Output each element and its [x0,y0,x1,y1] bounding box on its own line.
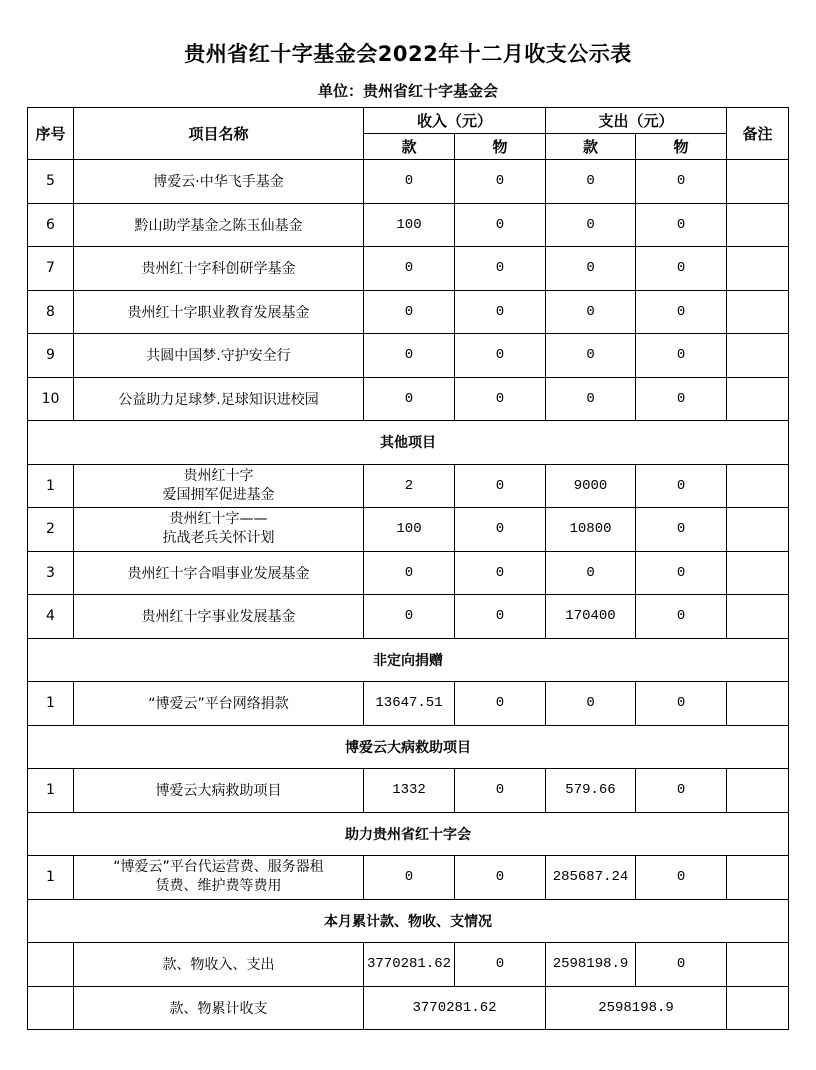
cell-note [727,943,789,987]
cell-name: 黔山助学基金之陈玉仙基金 [74,203,364,247]
cell-seq: 4 [28,595,74,639]
table-row [28,464,789,508]
cell-income-kuan: 3770281.62 [364,943,455,987]
cell-income-kuan: 1332 [364,769,455,813]
cell-expense-wu: 0 [636,464,727,508]
cell-expense-kuan: 0 [546,551,636,595]
cell-expense-wu: 0 [636,160,727,204]
cell-expense-kuan: 9000 [546,464,636,508]
cell-seq: 1 [28,856,74,900]
cell-note [727,682,789,726]
cell-name: 贵州红十字职业教育发展基金 [74,290,364,334]
cell-cumulative-expense: 2598198.9 [546,986,727,1030]
section-row [28,812,789,856]
cell-seq: 9 [28,334,74,378]
header-expense: 支出（元） [546,108,727,134]
cell-note [727,203,789,247]
cell-note [727,508,789,552]
section-title-total: 本月累计款、物收、支情况 [28,899,789,943]
cell-name: 共圆中国梦.守护安全行 [74,334,364,378]
cell-seq: 1 [28,769,74,813]
cell-note [727,769,789,813]
cell-name: 博爱云大病救助项目 [74,769,364,813]
cell-expense-wu: 0 [636,682,727,726]
cell-seq: 7 [28,247,74,291]
header-seq: 序号 [28,108,74,160]
cell-note [727,247,789,291]
cell-expense-wu: 0 [636,290,727,334]
cell-income-kuan: 0 [364,334,455,378]
cell-expense-wu: 0 [636,508,727,552]
cell-note [727,856,789,900]
table-row [28,595,789,639]
cell-expense-kuan: 0 [546,290,636,334]
table-row [28,247,789,291]
cell-expense-kuan: 0 [546,160,636,204]
cell-expense-kuan: 2598198.9 [546,943,636,987]
cell-income-wu: 0 [455,290,546,334]
cell-expense-kuan: 0 [546,682,636,726]
cell-expense-wu: 0 [636,769,727,813]
cell-expense-kuan: 0 [546,377,636,421]
cell-income-kuan: 0 [364,247,455,291]
table-row [28,377,789,421]
section-row [28,421,789,465]
cell-expense-wu: 0 [636,247,727,291]
cell-note [727,160,789,204]
cell-seq [28,986,74,1030]
cell-seq: 6 [28,203,74,247]
cell-name-line1: 贵州红十字 [183,467,254,484]
cell-income-kuan: 100 [364,203,455,247]
table-row [28,856,789,900]
header-income-wu: 物 [455,134,546,160]
cell-name-line2: 抗战老兵关怀计划 [162,530,275,547]
cell-expense-wu: 0 [636,943,727,987]
header-expense-wu: 物 [636,134,727,160]
cell-expense-wu: 0 [636,595,727,639]
cell-name: 公益助力足球梦.足球知识进校园 [74,377,364,421]
section-title-support: 助力贵州省红十字会 [28,812,789,856]
cell-income-wu: 0 [455,377,546,421]
cell-name [74,508,364,552]
cell-seq: 10 [28,377,74,421]
table-row [28,203,789,247]
cell-income-kuan: 0 [364,160,455,204]
cell-note [727,595,789,639]
cell-expense-kuan: 0 [546,334,636,378]
unit-label: 单位：贵州省红十字基金会 [317,82,498,100]
cell-note [727,464,789,508]
header-expense-kuan: 款 [546,134,636,160]
cell-name: 款、物累计收支 [74,986,364,1030]
cell-name: 贵州红十字科创研学基金 [74,247,364,291]
section-row [28,638,789,682]
cell-name-line2: 爱国拥军促进基金 [162,486,275,503]
cell-income-wu: 0 [455,508,546,552]
cell-expense-wu: 0 [636,203,727,247]
cell-income-wu: 0 [455,769,546,813]
cell-seq: 5 [28,160,74,204]
cell-expense-wu: 0 [636,551,727,595]
cell-cumulative-income: 3770281.62 [364,986,546,1030]
section-title-nondirected: 非定向捐赠 [28,638,789,682]
header-name: 项目名称 [74,108,364,160]
cell-income-wu: 0 [455,551,546,595]
cell-expense-kuan: 0 [546,247,636,291]
cell-seq: 1 [28,682,74,726]
cell-note [727,986,789,1030]
cell-name [74,856,364,900]
table-row [28,682,789,726]
cell-name: 博爱云·中华飞手基金 [74,160,364,204]
table-row [28,943,789,987]
cell-income-kuan: 0 [364,290,455,334]
cell-note [727,290,789,334]
section-row [28,725,789,769]
cell-seq [28,943,74,987]
cell-name: 款、物收入、支出 [74,943,364,987]
cell-name-line1: 贵州红十字—— [169,511,268,528]
table-row [28,334,789,378]
cell-note [727,377,789,421]
cell-expense-kuan: 579.66 [546,769,636,813]
cell-name [74,464,364,508]
cell-note [727,334,789,378]
cell-name: 贵州红十字事业发展基金 [74,595,364,639]
cell-income-wu: 0 [455,203,546,247]
cell-seq: 1 [28,464,74,508]
section-title-illness: 博爱云大病救助项目 [28,725,789,769]
cell-income-wu: 0 [455,943,546,987]
header-note: 备注 [727,108,789,160]
finance-table [27,107,789,1030]
cell-seq: 3 [28,551,74,595]
cell-income-kuan: 13647.51 [364,682,455,726]
cell-note [727,551,789,595]
table-row [28,290,789,334]
cell-expense-kuan: 285687.24 [546,856,636,900]
table-row [28,160,789,204]
cell-income-kuan: 0 [364,856,455,900]
cell-income-kuan: 2 [364,464,455,508]
table-row [28,551,789,595]
table-row [28,769,789,813]
cell-income-wu: 0 [455,160,546,204]
section-row [28,899,789,943]
cell-income-kuan: 0 [364,595,455,639]
page-title: 贵州省红十字基金会2022年十二月收支公示表 [184,42,632,66]
table-row [28,508,789,552]
cell-expense-wu: 0 [636,856,727,900]
cell-income-wu: 0 [455,464,546,508]
cell-income-wu: 0 [455,334,546,378]
cell-income-wu: 0 [455,595,546,639]
cell-name-line2: 赁费、维护费等费用 [155,878,282,895]
table-row [28,986,789,1030]
cell-name: 贵州红十字合唱事业发展基金 [74,551,364,595]
cell-income-wu: 0 [455,682,546,726]
cell-income-kuan: 0 [364,377,455,421]
cell-seq: 2 [28,508,74,552]
cell-expense-kuan: 170400 [546,595,636,639]
cell-income-kuan: 100 [364,508,455,552]
cell-income-wu: 0 [455,856,546,900]
section-title-other: 其他项目 [28,421,789,465]
cell-seq: 8 [28,290,74,334]
cell-name: “博爱云”平台网络捐款 [74,682,364,726]
cell-income-kuan: 0 [364,551,455,595]
cell-expense-kuan: 10800 [546,508,636,552]
cell-expense-wu: 0 [636,334,727,378]
header-income: 收入（元） [364,108,546,134]
cell-income-wu: 0 [455,247,546,291]
cell-expense-kuan: 0 [546,203,636,247]
header-income-kuan: 款 [364,134,455,160]
cell-expense-wu: 0 [636,377,727,421]
cell-name-line1: “博爱云”平台代运营费、服务器租 [113,859,324,876]
